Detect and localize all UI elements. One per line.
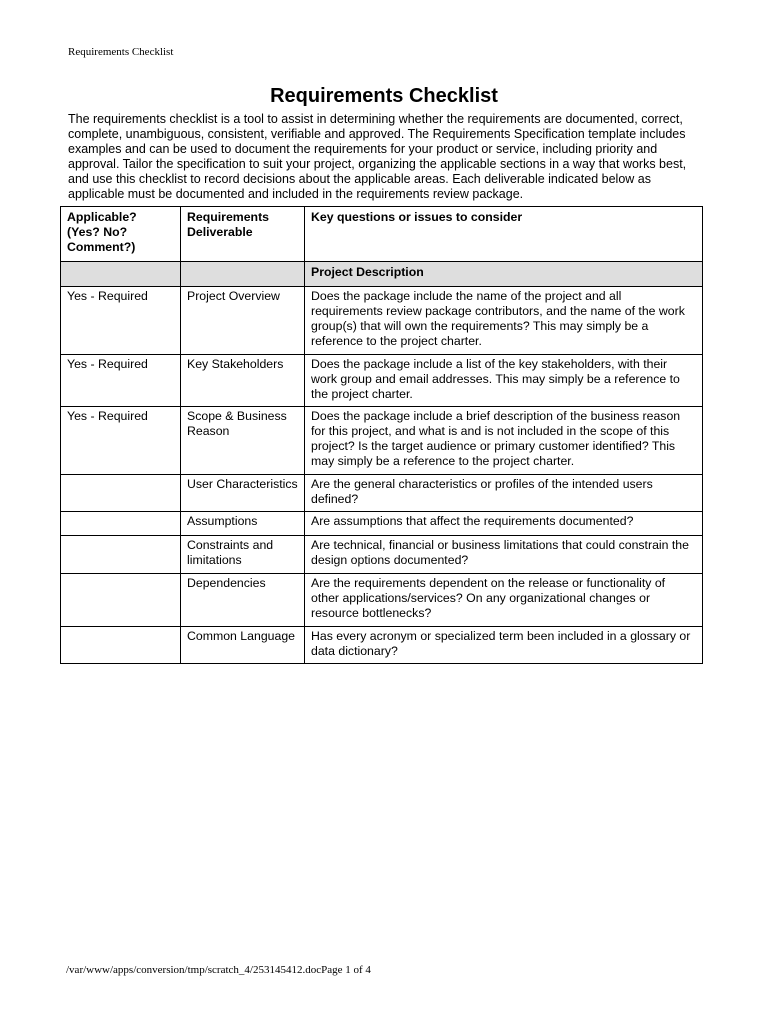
- table-row: [61, 627, 703, 664]
- table-header-row: [61, 207, 703, 262]
- table-row: [61, 512, 703, 536]
- deliverable-cell: Assumptions: [181, 512, 305, 536]
- applicable-cell: [61, 627, 181, 664]
- header-applicable: [61, 207, 181, 262]
- deliverable-cell: Key Stakeholders: [181, 355, 305, 407]
- table-row: [61, 574, 703, 627]
- deliverable-cell: Project Overview: [181, 287, 305, 355]
- requirements-checklist-table: [60, 206, 703, 664]
- table-row: [61, 475, 703, 512]
- header-applicable-label: Applicable? (Yes? No? Comment?): [67, 210, 137, 254]
- deliverable-cell: User Characteristics: [181, 475, 305, 512]
- applicable-cell: [61, 574, 181, 627]
- header-questions: [305, 207, 703, 262]
- intro-paragraph: The requirements checklist is a tool to assist in determining whether the requirements are documented, correct, complete, unambiguous, consistent, verifiable and approved. The Requirements Specification template includes examples and can be used to document the requirements for your product or service, including priority and approval. Tailor the specification to suit your project, organizing the applicable sections in a way that works best, and use this checklist to record decisions about the applicable areas. Each deliverable indicated below as applicable must be documented and included in the requirements review package.: [68, 112, 687, 201]
- question-cell: Has every acronym or specialized term been included in a glossary or data dictionary?: [305, 627, 703, 664]
- section-empty-cell: [61, 262, 181, 287]
- applicable-cell: [61, 475, 181, 512]
- document-title: Requirements Checklist: [270, 85, 498, 107]
- deliverable-cell: Scope & Business Reason: [181, 407, 305, 475]
- table-row: [61, 407, 703, 475]
- deliverable-cell: Constraints and limitations: [181, 536, 305, 574]
- page-header: Requirements Checklist: [68, 46, 174, 58]
- header-questions-label: Key questions or issues to consider: [311, 210, 523, 224]
- question-cell: Are the general characteristics or profiles of the intended users defined?: [305, 475, 703, 512]
- deliverable-cell: Dependencies: [181, 574, 305, 627]
- page-footer: /var/www/apps/conversion/tmp/scratch_4/253145412.docPage 1 of 4: [66, 964, 371, 976]
- header-deliverable-label: Requirements Deliverable: [187, 210, 270, 239]
- question-cell: Are the requirements dependent on the release or functionality of other applications/services? On any organizational changes or resource bottlenecks?: [305, 574, 703, 627]
- table-row: [61, 287, 703, 355]
- applicable-cell: [61, 536, 181, 574]
- section-row: [61, 262, 703, 287]
- header-deliverable: [181, 207, 305, 262]
- deliverable-cell: Common Language: [181, 627, 305, 664]
- applicable-cell: Yes - Required: [61, 355, 181, 407]
- question-cell: Are technical, financial or business limitations that could constrain the design options documented?: [305, 536, 703, 574]
- applicable-cell: Yes - Required: [61, 407, 181, 475]
- question-cell: Does the package include the name of the project and all requirements review package contributors, and the name of the work group(s) that will own the requirements? This may simply be a reference to the project charter.: [305, 287, 703, 355]
- applicable-cell: [61, 512, 181, 536]
- question-cell: Are assumptions that affect the requirements documented?: [305, 512, 703, 536]
- section-title: Project Description: [305, 262, 703, 287]
- section-empty-cell: [181, 262, 305, 287]
- applicable-cell: Yes - Required: [61, 287, 181, 355]
- question-cell: Does the package include a brief description of the business reason for this project, and what is and is not included in the scope of this project? Is the target audience or primary customer identified? This may simply be a reference to the project charter.: [305, 407, 703, 475]
- table-row: [61, 355, 703, 407]
- question-cell: Does the package include a list of the key stakeholders, with their work group and email addresses. This may simply be a reference to the project charter.: [305, 355, 703, 407]
- table-row: [61, 536, 703, 574]
